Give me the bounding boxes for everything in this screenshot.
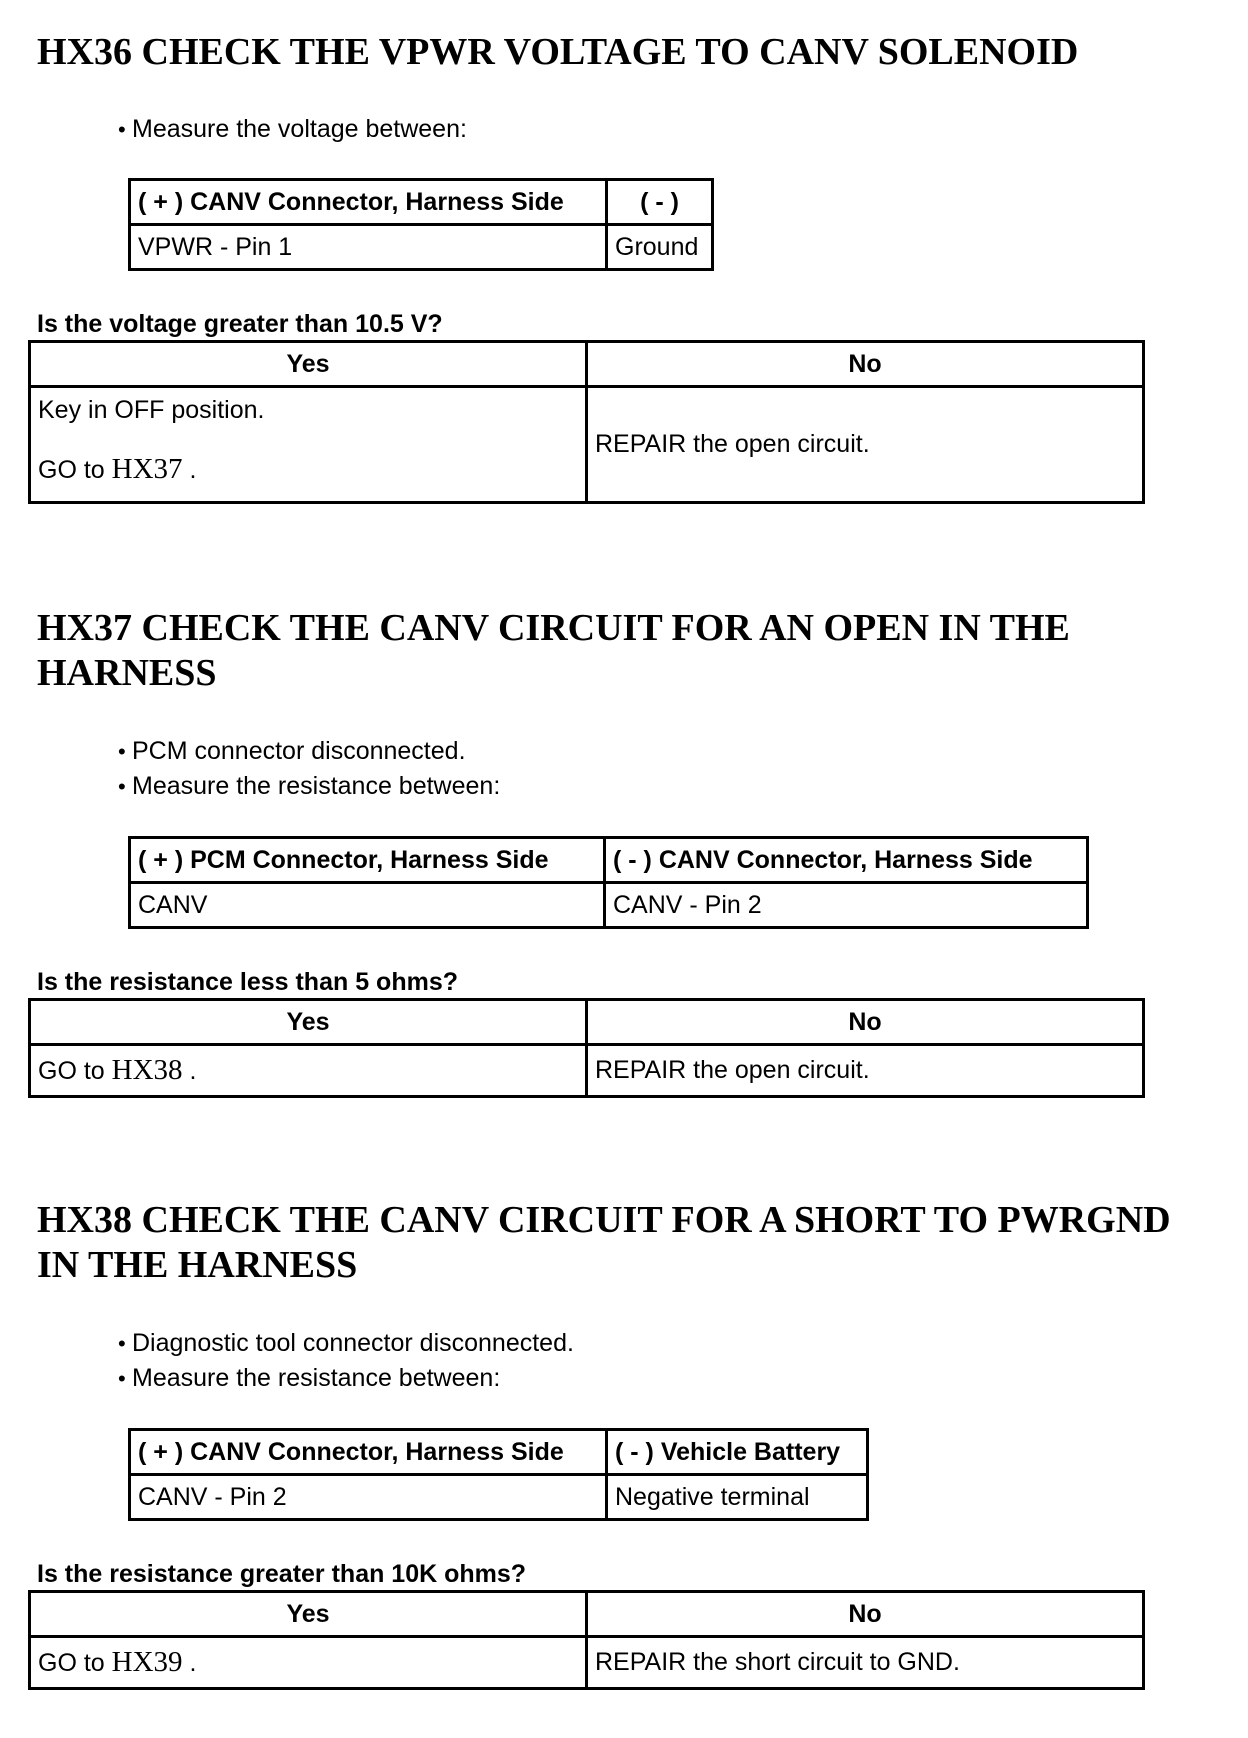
table-row xyxy=(30,1637,1144,1689)
no-cell: REPAIR the open circuit. xyxy=(587,387,1144,503)
section-heading xyxy=(37,1198,1171,1288)
table-header-cell: ( + ) CANV Connector, Harness Side xyxy=(130,180,607,225)
goto-line: GO to HX37 . xyxy=(38,453,197,485)
table-row xyxy=(30,1045,1144,1097)
table-header-row xyxy=(30,342,1144,387)
table-cell: CANV - Pin 2 xyxy=(605,883,1088,928)
bullet-list xyxy=(118,112,467,147)
answer-table xyxy=(28,340,1145,504)
table-row xyxy=(130,225,713,270)
question-text: Is the resistance less than 5 ohms? xyxy=(37,968,458,996)
question-text: Is the resistance greater than 10K ohms? xyxy=(37,1560,527,1588)
table-header-row xyxy=(130,1430,868,1475)
no-cell: REPAIR the short circuit to GND. xyxy=(587,1637,1144,1689)
table-cell: CANV - Pin 2 xyxy=(130,1475,607,1520)
yes-header: Yes xyxy=(30,1592,587,1637)
bullet-list xyxy=(118,1326,574,1396)
yes-cell: GO to HX38 . xyxy=(30,1045,587,1097)
table-cell: Ground xyxy=(607,225,713,270)
table-row xyxy=(130,1475,868,1520)
answer-table xyxy=(28,998,1145,1098)
no-header: No xyxy=(587,1000,1144,1045)
yes-header: Yes xyxy=(30,342,587,387)
bullet-item: • Measure the resistance between: xyxy=(118,769,500,804)
table-header-cell: ( - ) Vehicle Battery xyxy=(607,1430,868,1475)
measure-table xyxy=(128,1428,869,1521)
measure-table xyxy=(128,178,714,271)
table-header-cell: ( - ) CANV Connector, Harness Side xyxy=(605,838,1088,883)
goto-link[interactable]: HX38 xyxy=(111,1054,183,1086)
measure-table xyxy=(128,836,1089,929)
heading-line: HARNESS xyxy=(37,652,217,694)
table-header-row xyxy=(130,180,713,225)
bullet-item: • PCM connector disconnected. xyxy=(118,734,500,769)
table-cell: CANV xyxy=(130,883,605,928)
table-header-row xyxy=(30,1000,1144,1045)
no-header: No xyxy=(587,1592,1144,1637)
question-text: Is the voltage greater than 10.5 V? xyxy=(37,310,443,338)
bullet-item: • Measure the voltage between: xyxy=(118,112,467,147)
table-header-row xyxy=(130,838,1088,883)
bullet-item: • Diagnostic tool connector disconnected. xyxy=(118,1326,574,1361)
answer-table xyxy=(28,1590,1145,1690)
bullet-item: • Measure the resistance between: xyxy=(118,1361,574,1396)
heading-line: IN THE HARNESS xyxy=(37,1244,358,1286)
table-row xyxy=(30,387,1144,503)
yes-cell: GO to HX39 . xyxy=(30,1637,587,1689)
no-cell: REPAIR the open circuit. xyxy=(587,1045,1144,1097)
heading-line: HX38 CHECK THE CANV CIRCUIT FOR A SHORT TO PWRGND xyxy=(37,1199,1171,1241)
table-header-row xyxy=(30,1592,1144,1637)
table-header-cell: ( + ) PCM Connector, Harness Side xyxy=(130,838,605,883)
table-cell: Negative terminal xyxy=(607,1475,868,1520)
section-heading: HX36 CHECK THE VPWR VOLTAGE TO CANV SOLENOID xyxy=(37,31,1079,73)
no-header: No xyxy=(587,342,1144,387)
yes-header: Yes xyxy=(30,1000,587,1045)
heading-line: HX37 CHECK THE CANV CIRCUIT FOR AN OPEN IN THE xyxy=(37,607,1070,649)
bullet-list xyxy=(118,734,500,804)
goto-link[interactable]: HX39 xyxy=(111,1646,183,1678)
yes-instruction: Key in OFF position. xyxy=(38,396,265,424)
table-row xyxy=(130,883,1088,928)
yes-cell xyxy=(30,387,587,503)
table-cell: VPWR - Pin 1 xyxy=(130,225,607,270)
table-header-cell: ( - ) xyxy=(607,180,713,225)
section-heading xyxy=(37,606,1070,696)
table-header-cell: ( + ) CANV Connector, Harness Side xyxy=(130,1430,607,1475)
goto-link[interactable]: HX37 xyxy=(111,453,183,485)
